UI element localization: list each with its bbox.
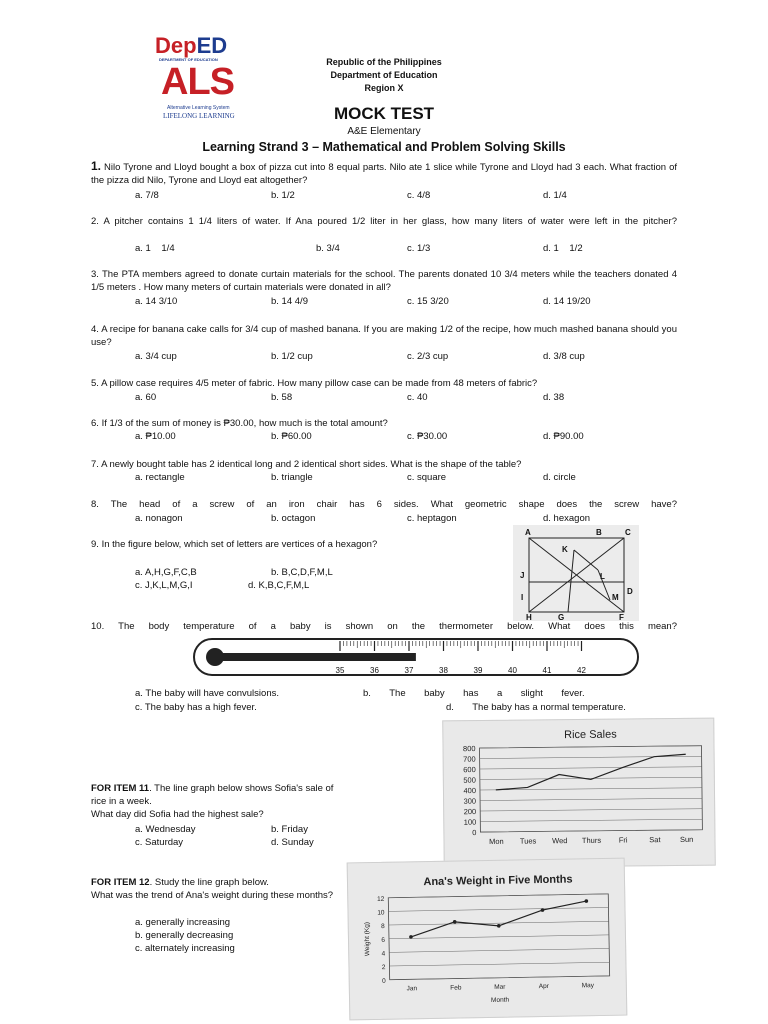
data-point (453, 920, 457, 924)
item12-question: What was the trend of Ana's weight during these months? (91, 890, 334, 901)
q12-choice-c: c. alternately increasing (135, 943, 235, 954)
q3-text: The PTA members agreed to donate curtain materials for the school. The parents donated 10 3/4 meters while the teachers donated 4 1/5 meters . How many meters of curtain materials were donated in all? (91, 269, 677, 293)
vertex-f: F (619, 613, 624, 622)
q10-choice-b: b. The baby has a slight fever. (363, 688, 585, 699)
q7-choice-a: a. rectangle (135, 472, 185, 483)
logo-als-sub: Alternative Learning System (167, 105, 230, 111)
x-tick-label: Jan (406, 985, 418, 993)
question-6 (91, 417, 677, 430)
vertex-i: I (521, 593, 524, 602)
header-block (284, 56, 484, 95)
item12-label: FOR ITEM 12 (91, 877, 150, 888)
x-tick-label: Feb (450, 984, 462, 992)
q8-choice-a: a. nonagon (135, 513, 183, 524)
vertex-a: A (525, 528, 531, 537)
vertex-h: H (526, 613, 532, 622)
gridline (480, 767, 702, 769)
gridline (480, 798, 702, 800)
q6-choice-d: d. ₱90.00 (543, 431, 584, 442)
q4-choice-b: b. 1/2 cup (271, 351, 313, 362)
item11-question: What day did Sofia had the highest sale? (91, 809, 264, 820)
q10-num: 10. (91, 621, 105, 632)
q2-num: 2. (91, 216, 99, 227)
q9-choice-c: c. J,K,L,M,G,I (135, 580, 193, 591)
gridline (388, 894, 608, 898)
q3-num: 3. (91, 269, 99, 280)
question-5 (91, 377, 677, 390)
y-tick-label: 200 (463, 807, 477, 817)
question-4 (91, 323, 677, 349)
vertex-k: K (562, 545, 568, 554)
x-tick-label: Wed (552, 836, 568, 846)
series-line (410, 901, 587, 937)
q5-num: 5. (91, 378, 99, 389)
q3-choice-a: a. 14 3/10 (135, 296, 178, 307)
y-tick-label: 500 (463, 775, 476, 785)
y-tick-label: 300 (463, 796, 477, 806)
q4-choice-c: c. 2/3 cup (407, 351, 449, 362)
header-line1: Republic of the Philippines (326, 57, 442, 67)
hexagon-figure (512, 524, 640, 622)
question-8 (91, 498, 677, 511)
y-tick-label: 6 (381, 936, 386, 944)
q2-choice-a: a. 1 1/4 (135, 243, 175, 254)
thermo-tick-label: 38 (439, 666, 448, 675)
gridline (480, 746, 702, 748)
item-12 (91, 876, 346, 902)
x-tick-label: Apr (538, 982, 549, 991)
q3-choice-d: d. 14 19/20 (543, 296, 591, 307)
header-line3: Region X (364, 83, 404, 93)
q7-choice-d: d. circle (543, 472, 576, 483)
page-subtitle: A&E Elementary (347, 126, 421, 137)
q5-choice-b: b. 58 (271, 392, 293, 403)
gridline (389, 908, 609, 912)
y-tick-label: 4 (381, 950, 386, 958)
x-tick-label: Fri (618, 835, 628, 845)
strand-title: Learning Strand 3 – Mathematical and Problem Solving Skills (202, 140, 566, 154)
series-line (495, 754, 686, 790)
gridline (480, 756, 702, 758)
vertex-j: J (520, 571, 525, 580)
q4-text: A recipe for banana cake calls for 3/4 cup of mashed banana. If you are making 1/2 of the recipe, how much mashed banana should you use? (91, 324, 677, 348)
q8-choice-b: b. octagon (271, 513, 316, 524)
thermo-tick-label: 35 (335, 666, 345, 675)
x-tick-label: Tues (519, 836, 537, 846)
vertex-b: B (596, 528, 602, 537)
deped-logo (155, 33, 265, 123)
y-tick-label: 800 (462, 744, 476, 754)
y-tick-label: 600 (463, 765, 476, 775)
q9-num: 9. (91, 539, 99, 550)
q1-choice-c: c. 4/8 (407, 190, 431, 201)
logo-ed: ED (196, 33, 228, 58)
figure-bg (513, 525, 639, 621)
q7-choice-c: c. square (407, 472, 447, 483)
data-point (497, 924, 501, 928)
q8-choice-c: c. heptagon (407, 513, 457, 524)
q5-choice-d: d. 38 (543, 392, 565, 403)
chart-title: Ana's Weight in Five Months (423, 873, 573, 889)
q8-text: The head of a screw of an iron chair has 6 sides. What geometric shape does the screw have? (110, 499, 677, 510)
vertex-m: M (612, 593, 619, 602)
x-tick-label: May (581, 982, 595, 990)
thermo-tick-label: 36 (370, 666, 379, 675)
gridline (389, 949, 609, 953)
q7-choice-b: b. triangle (271, 472, 313, 483)
item11-text: . The line graph below shows Sofia's sale of rice in a week. (91, 783, 334, 807)
q8-num: 8. (91, 499, 99, 510)
x-tick-label: Thurs (581, 835, 602, 845)
q9-choice-b: b. B,C,D,F,M,L (271, 567, 333, 578)
q9-choice-a: a. A,H,G,F,C,B (135, 567, 197, 578)
x-tick-label: Mon (489, 836, 504, 846)
question-3 (91, 268, 677, 294)
q6-num: 6. (91, 418, 99, 429)
vertex-g: G (558, 613, 565, 622)
rice-sales-svg (443, 719, 715, 868)
y-tick-label: 400 (463, 786, 477, 796)
vertex-l: L (600, 572, 605, 581)
q9-text: In the figure below, which set of letters are vertices of a hexagon? (101, 539, 378, 550)
x-tick-label: Mar (494, 983, 506, 991)
q10-choice-a: a. The baby will have convulsions. (135, 688, 279, 699)
q10-text: The body temperature of a baby is shown on the thermometer below. What does this mean? (118, 621, 677, 632)
vertex-c: C (625, 528, 631, 537)
y-tick-label: 0 (382, 977, 386, 985)
y-tick-label: 2 (381, 964, 386, 972)
q7-text: A newly bought table has 2 identical long and 2 identical short sides. What is the shape of the table? (101, 459, 522, 470)
q1-choice-b: b. 1/2 (271, 190, 295, 201)
q8-choice-d: d. hexagon (543, 513, 591, 524)
x-axis-label: Month (490, 996, 510, 1004)
q12-choice-a: a. generally increasing (135, 917, 231, 928)
ana-weight-chart (347, 858, 628, 1021)
gridline (480, 830, 702, 832)
q12-choice-b: b. generally decreasing (135, 930, 234, 941)
logo-dept: DEPARTMENT OF EDUCATION (159, 57, 218, 62)
logo-tagline: LIFELONG LEARNING (163, 112, 235, 120)
y-tick-label: 8 (381, 923, 385, 931)
page-title: MOCK TEST (333, 104, 435, 123)
thermo-tick-label: 40 (508, 666, 517, 675)
q1-choice-d: d. 1/4 (543, 190, 567, 201)
question-1 (91, 160, 677, 187)
vertex-d: D (627, 587, 633, 596)
q6-choice-b: b. ₱60.00 (271, 431, 312, 442)
q5-choice-c: c. 40 (407, 392, 428, 403)
q2-choice-d: d. 1 1/2 (543, 243, 583, 254)
q2-choice-c: c. 1/3 (407, 243, 431, 254)
rice-sales-chart (442, 718, 716, 869)
x-tick-label: Sat (649, 835, 661, 845)
data-point (585, 899, 589, 903)
item12-text: . Study the line graph below. (149, 877, 269, 888)
q10-choice-d: d. The baby has a normal temperature. (446, 702, 626, 713)
q3-choice-c: c. 15 3/20 (407, 296, 449, 307)
thermo-tick-label: 42 (577, 666, 586, 675)
thermo-tick-label: 39 (473, 666, 483, 675)
q4-num: 4. (91, 324, 99, 335)
q11-choice-a: a. Wednesday (135, 824, 196, 835)
y-tick-label: 12 (376, 895, 385, 903)
thermo-tick-label: 37 (404, 666, 414, 675)
logo-dep: Dep (155, 33, 197, 58)
q5-text: A pillow case requires 4/5 meter of fabric. How many pillow case can be made from 48 meters of fabric? (101, 378, 538, 389)
question-9 (91, 538, 511, 551)
q2-choice-b: b. 3/4 (316, 243, 340, 254)
thermometer (193, 636, 640, 678)
q10-choice-c: c. The baby has a high fever. (135, 702, 257, 713)
x-tick-label: Sun (679, 834, 694, 844)
q6-text: If 1/3 of the sum of money is ₱30.00, how much is the total amount? (101, 418, 388, 429)
q5-choice-a: a. 60 (135, 392, 157, 403)
gridline (390, 976, 610, 980)
q9-choice-d: d. K,B,C,F,M,L (248, 580, 310, 591)
question-2 (91, 215, 677, 228)
question-10 (91, 620, 677, 633)
q1-choice-a: a. 7/8 (135, 190, 159, 201)
y-tick-label: 10 (377, 909, 385, 917)
q6-choice-c: c. ₱30.00 (407, 431, 448, 442)
item11-label: FOR ITEM 11 (91, 783, 150, 794)
q4-choice-d: d. 3/8 cup (543, 351, 585, 362)
q11-choice-d: d. Sunday (271, 837, 314, 848)
gridline (480, 809, 702, 811)
q11-choice-b: b. Friday (271, 824, 308, 835)
item-11 (91, 782, 351, 821)
y-tick-label: 700 (463, 754, 476, 764)
q2-text: A pitcher contains 1 1/4 liters of water. If Ana poured 1/2 liter in her glass, how many liters of water were left in the pitcher? (103, 216, 677, 227)
thermo-tick-label: 41 (542, 666, 552, 675)
y-tick-label: 100 (463, 817, 477, 827)
ana-weight-svg (348, 859, 627, 1020)
gridline (480, 819, 702, 821)
gridline (389, 935, 609, 939)
gridline (389, 962, 609, 966)
q6-choice-a: a. ₱10.00 (135, 431, 176, 442)
question-7 (91, 458, 677, 471)
q11-choice-c: c. Saturday (135, 837, 184, 848)
q3-choice-b: b. 14 4/9 (271, 296, 308, 307)
y-tick-label: 0 (472, 828, 477, 838)
header-line2: Department of Education (330, 70, 438, 80)
y-axis-label: Weight (Kg) (363, 921, 372, 957)
q1-num: 1. (91, 159, 102, 173)
logo-als: ALS (161, 61, 234, 103)
q1-text: Nilo Tyrone and Lloyd bought a box of pizza cut into 8 equal parts. Nilo ate 1 slice while Tyrone and Lloyd had 3 each. What fraction of the pizza did Nilo, Tyrone and Lloyd eat altogether? (91, 162, 678, 186)
q4-choice-a: a. 3/4 cup (135, 351, 177, 362)
q7-num: 7. (91, 459, 99, 470)
chart-title: Rice Sales (564, 728, 617, 742)
mercury-column (215, 653, 416, 661)
